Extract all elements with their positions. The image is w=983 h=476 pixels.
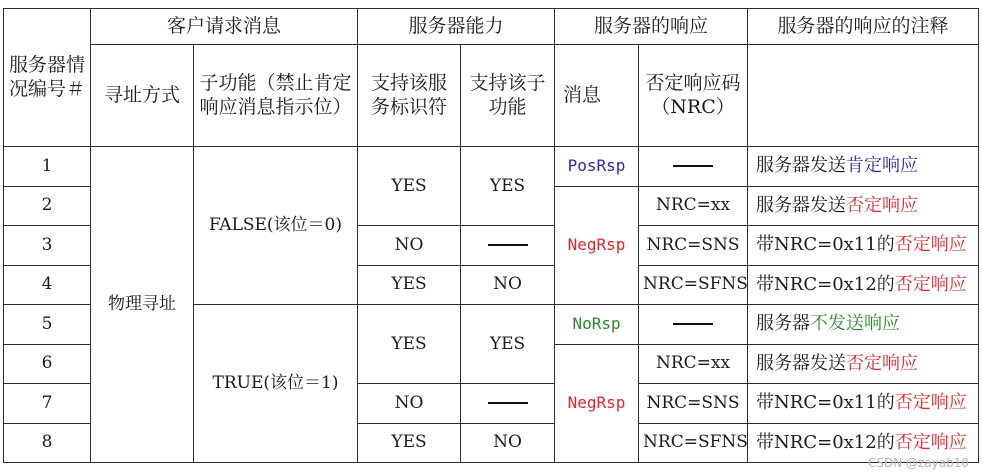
note-highlight: 否定响应: [846, 194, 919, 216]
note-cell: [748, 186, 979, 226]
subfunc-cell: NO: [461, 423, 555, 463]
note-cell: [748, 344, 979, 384]
note-text: 服务器发送: [756, 155, 847, 177]
dash-mark: [488, 244, 528, 246]
note-highlight: 肯定响应: [846, 155, 919, 177]
sid-cell: YES: [358, 423, 461, 463]
dash-mark: [673, 323, 713, 325]
spr-false-cell: FALSE(该位＝0): [194, 147, 358, 305]
note-highlight: 否定响应: [894, 273, 967, 295]
subfunc-cell: NO: [461, 265, 555, 305]
table-row: [4, 147, 979, 187]
subfunc-cell: YES: [461, 147, 555, 226]
header-case-no: 服务器情况编号＃: [4, 9, 91, 147]
note-cell: [748, 305, 979, 345]
sid-cell: NO: [358, 226, 461, 266]
note-highlight: 否定响应: [894, 431, 967, 453]
msg-norsp: NoRsp: [555, 305, 639, 345]
sid-cell: NO: [358, 384, 461, 424]
nrc-dash: [639, 147, 748, 187]
response-table: [3, 8, 979, 463]
case-number: 4: [4, 265, 91, 305]
case-number: 3: [4, 226, 91, 266]
header-supports-sid: 支持该服务标识符: [358, 45, 461, 147]
note-cell: [748, 265, 979, 305]
sid-cell: YES: [358, 305, 461, 384]
header-sub-function: 子功能（禁止肯定响应消息指示位）: [194, 45, 358, 147]
nrc-cell: NRC=SNS: [639, 384, 748, 424]
case-number: 1: [4, 147, 91, 187]
header-server-response: 服务器的响应: [555, 9, 748, 45]
subfunc-dash: [461, 226, 555, 266]
header-addressing-mode: 寻址方式: [91, 45, 194, 147]
header-supports-subfunc: 支持该子功能: [461, 45, 555, 147]
note-text: 带NRC=0x12的: [756, 273, 895, 295]
nrc-cell: NRC=xx: [639, 186, 748, 226]
watermark: CSDN @zayab10: [867, 456, 969, 470]
sid-cell: YES: [358, 265, 461, 305]
dash-mark: [488, 402, 528, 404]
note-text: 带NRC=0x12的: [756, 431, 895, 453]
nrc-cell: NRC=xx: [639, 344, 748, 384]
note-highlight: 否定响应: [894, 392, 967, 414]
note-text: 服务器发送: [756, 194, 847, 216]
case-number: 7: [4, 384, 91, 424]
case-number: 5: [4, 305, 91, 345]
msg-negrsp: NegRsp: [555, 344, 639, 463]
note-text: 服务器发送: [756, 352, 847, 374]
note-highlight: 不发送响应: [810, 313, 901, 335]
dash-mark: [673, 165, 713, 167]
note-text: 带NRC=0x11的: [756, 234, 895, 256]
case-number: 6: [4, 344, 91, 384]
note-text: 带NRC=0x11的: [756, 392, 895, 414]
header-server-capability: 服务器能力: [358, 9, 555, 45]
note-text: 服务器: [756, 313, 811, 335]
sid-cell: YES: [358, 147, 461, 226]
msg-posrsp: PosRsp: [555, 147, 639, 187]
nrc-cell: NRC=SNS: [639, 226, 748, 266]
header-message: 消息: [555, 45, 639, 147]
header-row-1: [4, 9, 979, 45]
nrc-cell: NRC=SFNS: [639, 423, 748, 463]
case-number: 8: [4, 423, 91, 463]
nrc-dash: [639, 305, 748, 345]
header-client-request: 客户请求消息: [91, 9, 358, 45]
note-cell: [748, 226, 979, 266]
note-cell: [748, 147, 979, 187]
subfunc-cell: YES: [461, 305, 555, 384]
case-number: 2: [4, 186, 91, 226]
addressing-cell: 物理寻址: [91, 147, 194, 463]
nrc-cell: NRC=SFNS: [639, 265, 748, 305]
note-highlight: 否定响应: [894, 234, 967, 256]
msg-negrsp: NegRsp: [555, 186, 639, 305]
header-nrc: 否定响应码（NRC）: [639, 45, 748, 147]
spr-true-cell: TRUE(该位＝1): [194, 305, 358, 463]
note-highlight: 否定响应: [846, 352, 919, 374]
header-notes-empty: [748, 45, 979, 147]
header-row-2: [4, 45, 979, 147]
header-response-notes: 服务器的响应的注释: [748, 9, 979, 45]
subfunc-dash: [461, 384, 555, 424]
note-cell: [748, 384, 979, 424]
